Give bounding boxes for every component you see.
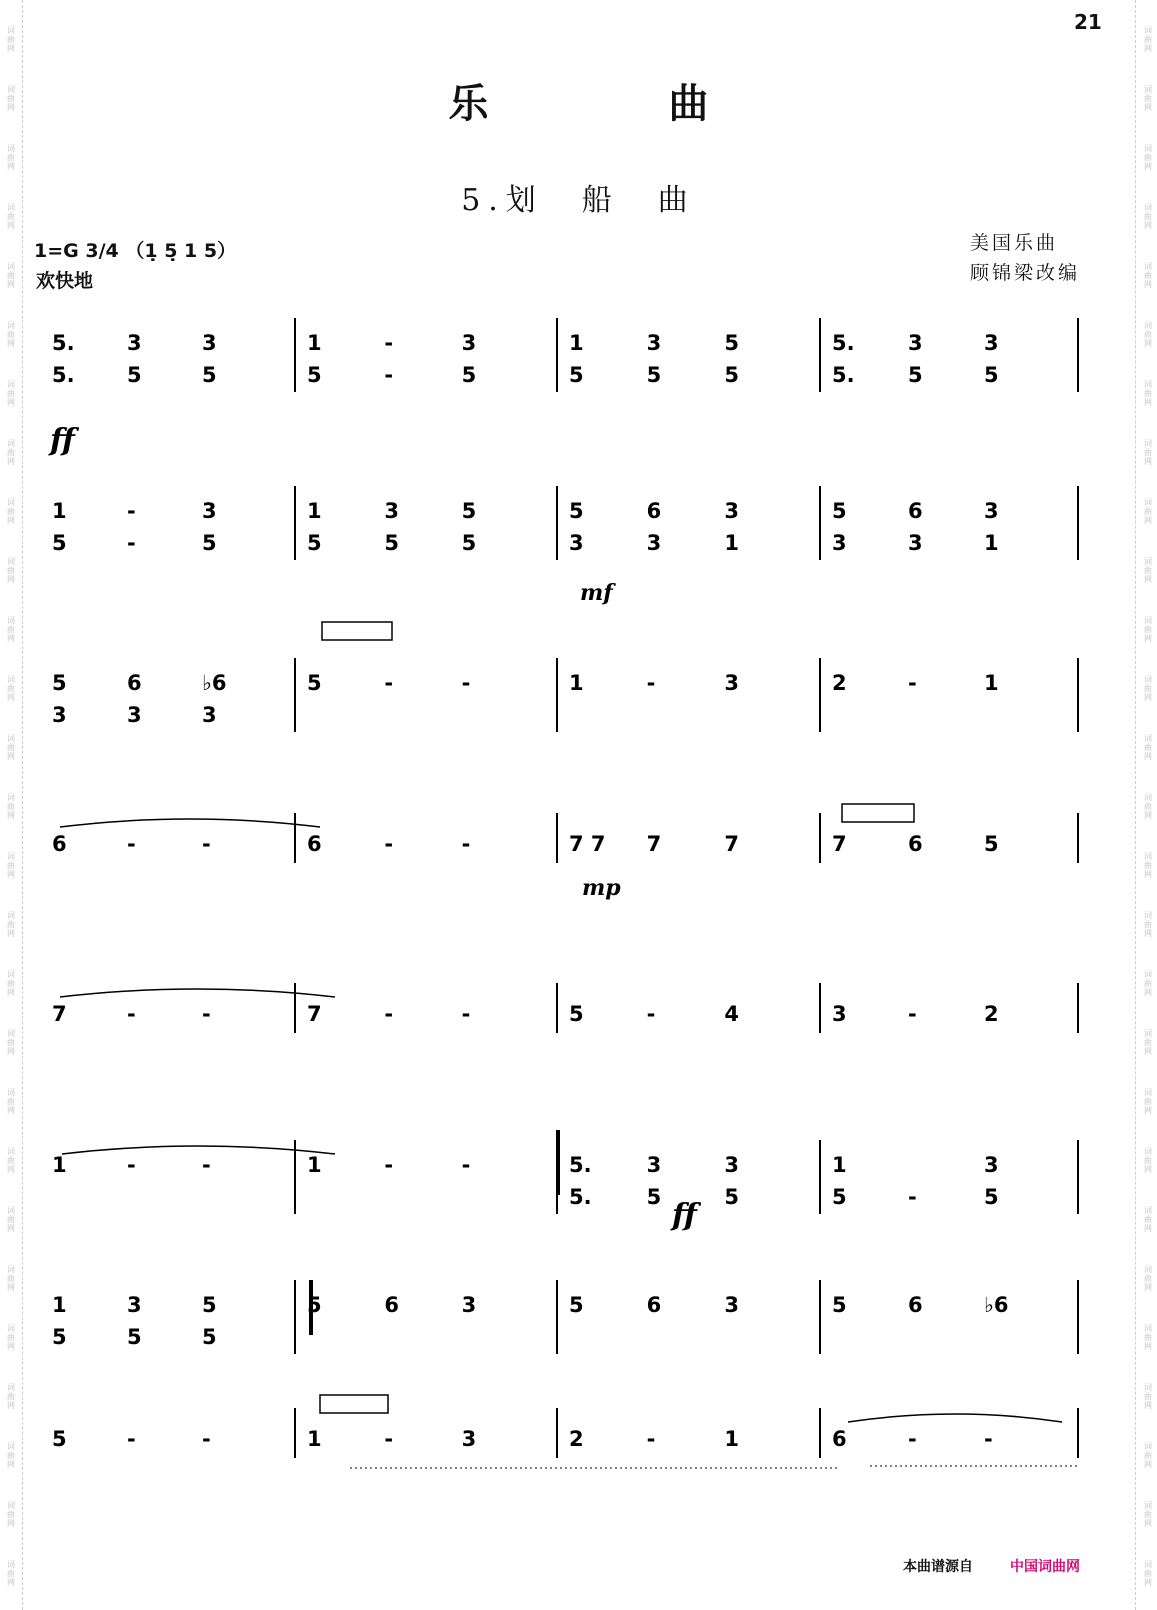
intro-motif: （1̣ 5̣ 1 5）	[125, 240, 237, 262]
note-lower: 3	[52, 703, 67, 727]
note-upper: 3	[646, 331, 662, 355]
note-lower: 5	[127, 1325, 142, 1349]
note-lower: 5	[384, 531, 399, 555]
note-lower: 5	[52, 531, 67, 555]
note-upper: 3	[127, 331, 142, 355]
watermark-text: 词 曲 网	[7, 26, 15, 53]
note-upper: 3	[461, 1293, 477, 1317]
watermark-text: 词 曲 网	[1144, 498, 1152, 525]
note-lower: 5	[724, 1185, 739, 1209]
note-upper: -	[127, 1153, 136, 1177]
note-upper: -	[461, 1002, 471, 1026]
watermark-text: 词 曲 网	[1144, 1501, 1152, 1528]
note-upper: 5	[52, 1427, 67, 1451]
section-title: 乐 曲	[448, 80, 779, 127]
tie-arc	[60, 819, 320, 827]
note-upper: -	[384, 331, 394, 355]
note-upper: 1	[52, 1293, 67, 1317]
note-upper: 5.	[52, 331, 75, 355]
watermark-text: 词 曲 网	[1144, 911, 1152, 938]
note-lower: 5	[984, 363, 999, 387]
origin-credit: 美国乐曲	[970, 232, 1059, 254]
note-upper: 5	[832, 1293, 847, 1317]
note-upper: -	[461, 671, 471, 695]
watermark-text: 词 曲 网	[7, 675, 15, 702]
watermark-text: 词 曲 网	[7, 85, 15, 112]
note-upper: -	[646, 1002, 656, 1026]
dynamic-marking: ff	[672, 1198, 697, 1233]
watermark-text: 词 曲 网	[7, 793, 15, 820]
watermark-text: 词 曲 网	[7, 1029, 15, 1056]
watermark-text: 词 曲 网	[7, 439, 15, 466]
note-upper: 6	[908, 499, 923, 523]
technique-box	[320, 1395, 388, 1413]
note-upper: 3	[724, 1293, 739, 1317]
watermark-text: 词 曲 网	[1144, 1383, 1152, 1410]
watermark-text: 词 曲 网	[7, 852, 15, 879]
note-upper: -	[908, 1002, 917, 1026]
note-lower: 3	[202, 703, 217, 727]
watermark-text: 词 曲 网	[1144, 1265, 1152, 1292]
note-upper: 6	[832, 1427, 847, 1451]
watermark-text: 词 曲 网	[1144, 1206, 1152, 1233]
note-lower: -	[908, 1185, 917, 1209]
footer-site-link[interactable]: 中国词曲网	[1010, 1559, 1080, 1575]
note-upper: 7	[52, 1002, 67, 1026]
note-upper: 1	[569, 331, 584, 355]
note-lower: 5	[202, 1325, 217, 1349]
note-upper: 1	[307, 499, 322, 523]
note-upper: 3	[646, 1153, 662, 1177]
page-number: 21	[1074, 10, 1102, 34]
note-upper: 5.	[569, 1153, 592, 1177]
note-upper: 1	[52, 499, 67, 523]
watermark-text: 词 曲 网	[7, 1560, 15, 1587]
watermark-text: 词 曲 网	[7, 1147, 15, 1174]
watermark-text: 词 曲 网	[7, 970, 15, 997]
dynamic-marking: mp	[582, 875, 621, 901]
note-lower: 5	[202, 531, 217, 555]
note-upper: 2	[569, 1427, 584, 1451]
technique-box	[842, 804, 914, 822]
note-upper: 1	[307, 331, 322, 355]
watermark-text: 词 曲 网	[1144, 616, 1152, 643]
note-upper: 1	[307, 1427, 322, 1451]
note-lower: 5	[832, 1185, 847, 1209]
note-lower: 5	[724, 363, 739, 387]
technique-box	[322, 622, 392, 640]
note-upper: 6	[384, 1293, 399, 1317]
note-upper: 6	[908, 832, 923, 856]
watermark-text: 词 曲 网	[1144, 1029, 1152, 1056]
note-upper: 5	[202, 1293, 217, 1317]
note-upper: -	[461, 1153, 471, 1177]
note-upper: 3	[724, 1153, 739, 1177]
note-upper: 3	[202, 331, 217, 355]
note-upper: 3	[461, 331, 477, 355]
note-upper: 7	[646, 832, 662, 856]
note-lower: 5	[202, 363, 217, 387]
watermark-text: 词 曲 网	[1144, 675, 1152, 702]
watermark-text: 词 曲 网	[1144, 793, 1152, 820]
note-lower: 5	[461, 363, 477, 387]
watermark-text: 词 曲 网	[7, 616, 15, 643]
note-upper: 1	[569, 671, 584, 695]
watermark-text: 词 曲 网	[7, 1088, 15, 1115]
watermark-text: 词 曲 网	[7, 911, 15, 938]
watermark-text: 词 曲 网	[7, 734, 15, 761]
note-upper: 3	[384, 499, 399, 523]
note-upper: 6	[307, 832, 322, 856]
note-lower: 5	[646, 363, 662, 387]
note-upper: 1	[984, 671, 999, 695]
note-upper: 5	[984, 832, 999, 856]
watermark-text: 词 曲 网	[1144, 557, 1152, 584]
note-upper: 5	[569, 1002, 584, 1026]
note-lower: -	[127, 531, 136, 555]
key-signature: 1=G	[34, 240, 79, 262]
note-upper: -	[202, 1427, 211, 1451]
note-lower: 1	[984, 531, 999, 555]
note-upper: -	[461, 832, 471, 856]
note-upper: 3	[832, 1002, 847, 1026]
note-lower: 3	[908, 531, 923, 555]
watermark-text: 词 曲 网	[1144, 321, 1152, 348]
watermark-text: 词 曲 网	[7, 203, 15, 230]
note-upper: 7	[307, 1002, 322, 1026]
watermark-text: 词 曲 网	[1144, 85, 1152, 112]
note-upper: -	[127, 1002, 136, 1026]
watermark-text: 词 曲 网	[7, 557, 15, 584]
note-upper: -	[127, 832, 136, 856]
note-upper: 1	[307, 1153, 322, 1177]
note-upper: -	[384, 671, 394, 695]
watermark-text: 词 曲 网	[1144, 26, 1152, 53]
note-upper: 5	[461, 499, 477, 523]
note-upper: 7	[724, 832, 739, 856]
arranger-credit: 顾锦梁改编	[970, 262, 1081, 284]
note-upper: -	[908, 1427, 917, 1451]
note-upper: -	[646, 671, 656, 695]
note-upper: 6	[52, 832, 67, 856]
note-upper: 3	[127, 1293, 142, 1317]
note-upper: 6	[646, 1293, 662, 1317]
tempo-marking: 欢快地	[36, 270, 94, 292]
note-upper: 6	[646, 499, 662, 523]
watermark-text: 词 曲 网	[7, 380, 15, 407]
note-upper: 3	[461, 1427, 477, 1451]
note-lower: 5	[569, 363, 584, 387]
note-upper: -	[202, 832, 211, 856]
note-upper: 1	[52, 1153, 67, 1177]
dynamic-marking: mf	[580, 580, 613, 606]
note-upper: ♭6	[984, 1293, 1009, 1317]
dynamic-marking: ff	[50, 423, 75, 458]
watermark-text: 词 曲 网	[7, 144, 15, 171]
note-upper: 5	[569, 1293, 584, 1317]
note-upper: -	[202, 1153, 211, 1177]
watermark-text: 词 曲 网	[1144, 203, 1152, 230]
time-signature: 3/4	[85, 240, 119, 262]
note-upper: 6	[908, 1293, 923, 1317]
note-upper: ♭6	[202, 671, 227, 695]
watermark-text: 词 曲 网	[7, 1324, 15, 1351]
note-upper: 5.	[832, 331, 855, 355]
watermark-text: 词 曲 网	[1144, 262, 1152, 289]
note-upper: 5	[307, 671, 322, 695]
watermark-text: 词 曲 网	[1144, 144, 1152, 171]
note-upper: 2	[832, 671, 847, 695]
note-upper: 3	[984, 331, 999, 355]
watermark-text: 词 曲 网	[1144, 1324, 1152, 1351]
note-lower: -	[384, 363, 394, 387]
watermark-text: 词 曲 网	[1144, 1442, 1152, 1469]
note-upper: 3	[202, 499, 217, 523]
note-upper: -	[202, 1002, 211, 1026]
tie-arc	[848, 1414, 1062, 1422]
note-upper: -	[127, 499, 136, 523]
tie-arc	[60, 989, 335, 997]
watermark-text: 词 曲 网	[7, 498, 15, 525]
watermark-text: 词 曲 网	[7, 1206, 15, 1233]
watermark-text: 词 曲 网	[1144, 439, 1152, 466]
note-upper: 5	[569, 499, 584, 523]
note-upper: 6	[127, 671, 142, 695]
note-upper: 3	[984, 499, 999, 523]
note-lower: 3	[832, 531, 847, 555]
note-upper: 1	[832, 1153, 847, 1177]
watermark-text: 词 曲 网	[7, 262, 15, 289]
note-upper: 3	[984, 1153, 999, 1177]
note-lower: 5.	[832, 363, 855, 387]
note-upper: 3	[908, 331, 923, 355]
note-lower: 1	[724, 531, 739, 555]
note-upper: 5	[832, 499, 847, 523]
note-lower: 5	[307, 531, 322, 555]
note-upper: 3	[724, 671, 739, 695]
piece-title: 5.划 船 曲	[461, 183, 696, 218]
note-upper: -	[646, 1427, 656, 1451]
note-upper: 7	[832, 832, 847, 856]
watermark-text: 词 曲 网	[7, 1383, 15, 1410]
watermark-text: 词 曲 网	[1144, 380, 1152, 407]
watermark-text: 词 曲 网	[7, 1265, 15, 1292]
note-upper: 1	[724, 1427, 739, 1451]
note-lower: 5	[52, 1325, 67, 1349]
watermark-text: 词 曲 网	[1144, 1088, 1152, 1115]
note-upper: 5	[724, 331, 739, 355]
note-upper: 4	[724, 1002, 739, 1026]
watermark-text: 词 曲 网	[1144, 1560, 1152, 1587]
note-upper: -	[908, 671, 917, 695]
watermark-text: 词 曲 网	[1144, 852, 1152, 879]
watermark-text: 词 曲 网	[1144, 970, 1152, 997]
note-upper: -	[384, 832, 394, 856]
watermark-text: 词 曲 网	[7, 1501, 15, 1528]
note-lower: 3	[127, 703, 142, 727]
note-upper: 5	[52, 671, 67, 695]
note-upper: -	[127, 1427, 136, 1451]
note-lower: 5	[908, 363, 923, 387]
note-lower: 5.	[569, 1185, 592, 1209]
watermark-text: 词 曲 网	[7, 1442, 15, 1469]
watermark-text: 词 曲 网	[7, 321, 15, 348]
note-lower: 5	[461, 531, 477, 555]
note-lower: 5	[127, 363, 142, 387]
note-upper: -	[384, 1427, 394, 1451]
note-lower: 3	[569, 531, 584, 555]
note-upper: 3	[724, 499, 739, 523]
note-upper: 2	[984, 1002, 999, 1026]
note-upper: -	[384, 1153, 394, 1177]
footer-source-label: 本曲谱源自	[903, 1559, 973, 1575]
note-upper: -	[984, 1427, 993, 1451]
note-upper: 7 7	[569, 832, 606, 856]
note-upper: -	[384, 1002, 394, 1026]
note-lower: 3	[646, 531, 662, 555]
note-lower: 5.	[52, 363, 75, 387]
note-upper: 5	[307, 1293, 322, 1317]
watermark-text: 词 曲 网	[1144, 734, 1152, 761]
note-lower: 5	[984, 1185, 999, 1209]
note-lower: 5	[646, 1185, 662, 1209]
watermark-text: 词 曲 网	[1144, 1147, 1152, 1174]
note-lower: 5	[307, 363, 322, 387]
